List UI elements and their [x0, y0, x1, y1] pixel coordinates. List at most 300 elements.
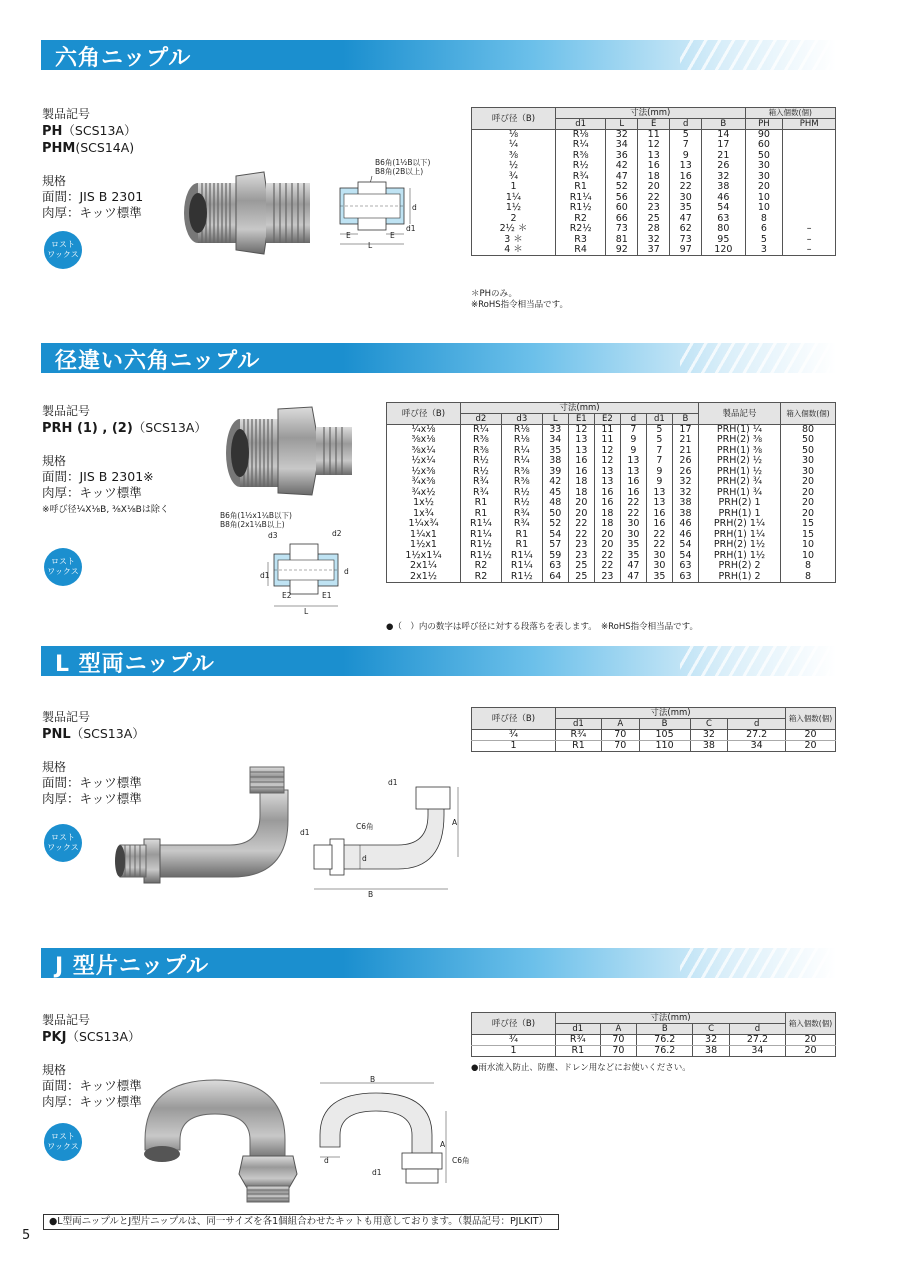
table-cell: 1½ — [472, 203, 556, 214]
table-cell: 38 — [672, 509, 698, 520]
code-label: 製品記号 — [42, 404, 91, 418]
footer-note: ●L型両ニップルとJ型片ニップルは、同一サイズを各1個組合わせたキットも用意しております。（製品記号：PJLKIT） — [43, 1214, 559, 1230]
table-cell: 13 — [620, 456, 646, 467]
table-cell: R¼ — [556, 140, 606, 151]
table-cell: 2x1½ — [387, 572, 461, 583]
svg-text:d: d — [362, 854, 367, 863]
table-cell: ¾x½ — [387, 488, 461, 499]
code-label: 製品記号 — [42, 710, 91, 724]
table-cell: 22 — [594, 551, 620, 562]
table-cell: 20 — [786, 730, 836, 741]
svg-text:C6角: C6角 — [452, 1156, 470, 1165]
table-cell: 11 — [594, 425, 620, 436]
table-cell: 22 — [646, 530, 672, 541]
table-cell: 20 — [781, 488, 836, 499]
table-cell: 20 — [745, 182, 783, 193]
table-cell: 26 — [672, 456, 698, 467]
table-row — [472, 140, 836, 151]
table-cell: 35 — [542, 446, 568, 457]
svg-text:B6角(1½B以下): B6角(1½B以下) — [375, 158, 431, 167]
table-cell: 18 — [568, 477, 594, 488]
table-cell: 8 — [781, 561, 836, 572]
table-cell: 54 — [672, 540, 698, 551]
table-cell: 16 — [620, 477, 646, 488]
table-cell: 38 — [542, 456, 568, 467]
table-cell: 16 — [646, 509, 672, 520]
svg-text:B6角(1½x1¼B以下): B6角(1½x1¼B以下) — [220, 511, 292, 520]
table-cell: 32 — [638, 235, 670, 246]
table-cell: 63 — [672, 561, 698, 572]
table-cell: 22 — [620, 498, 646, 509]
product-code: PH — [42, 124, 63, 139]
table-cell: 8 — [745, 214, 783, 225]
table-cell: 18 — [568, 488, 594, 499]
table-cell: 26 — [672, 467, 698, 478]
table-cell: R⅛ — [501, 435, 542, 446]
table-cell: 21 — [702, 151, 745, 162]
table-cell: 17 — [672, 425, 698, 436]
table-cell: 32 — [606, 130, 638, 141]
table-cell: 10 — [745, 203, 783, 214]
table-cell: 70 — [600, 1046, 637, 1057]
table-cell: 16 — [568, 456, 594, 467]
table-cell: – — [783, 224, 836, 235]
table-cell: 30 — [620, 519, 646, 530]
standard-face: 面間：JIS B 2301 — [42, 189, 144, 204]
table-cell: R1¼ — [501, 551, 542, 562]
table-cell: 95 — [702, 235, 745, 246]
table-cell — [783, 130, 836, 141]
table-cell: R⅜ — [501, 477, 542, 488]
table-cell: 1½x1¼ — [387, 551, 461, 562]
table-cell: 16 — [638, 161, 670, 172]
product-info-prh — [42, 403, 207, 516]
material: （SCS13A） — [62, 123, 137, 138]
prh-dimension-diagram — [218, 510, 358, 620]
table-cell — [783, 161, 836, 172]
table-cell: 1 — [472, 1046, 556, 1057]
svg-text:E2: E2 — [282, 591, 292, 600]
table-cell: R½ — [461, 467, 502, 478]
l-nipple-photo — [110, 765, 300, 895]
table-cell: 54 — [542, 530, 568, 541]
table-cell: 22 — [620, 509, 646, 520]
table-cell: R½ — [501, 498, 542, 509]
table-cell: 30 — [646, 561, 672, 572]
table-cell: PRH(1) 1 — [699, 509, 781, 520]
table-row — [387, 572, 836, 583]
section-banner-prh — [41, 343, 836, 373]
table-cell: 35 — [620, 551, 646, 562]
table-cell: 5 — [670, 130, 702, 141]
svg-text:L: L — [304, 607, 309, 616]
table-cell: 33 — [542, 425, 568, 436]
standard-face: 面間：JIS B 2301※ — [42, 469, 154, 484]
table-cell: 9 — [670, 151, 702, 162]
table-cell: 1¼x¾ — [387, 519, 461, 530]
table-cell: 32 — [672, 477, 698, 488]
table-cell: 37 — [638, 245, 670, 256]
product-code: PKJ — [42, 1030, 67, 1045]
table-cell: 13 — [646, 498, 672, 509]
table-cell: 70 — [601, 741, 639, 752]
table-cell: 16 — [594, 488, 620, 499]
material: （SCS13A） — [66, 1029, 141, 1044]
table-cell — [783, 151, 836, 162]
table-cell: 10 — [781, 540, 836, 551]
table-cell: R3 — [556, 235, 606, 246]
table-cell: R½ — [556, 161, 606, 172]
table-cell: 21 — [672, 446, 698, 457]
table-cell: R¼ — [501, 446, 542, 457]
standard-face: 面間：キッツ標準 — [42, 775, 142, 790]
table-cell: 60 — [606, 203, 638, 214]
table-cell: ¾x⅜ — [387, 477, 461, 488]
code-label: 製品記号 — [42, 1013, 91, 1027]
table-cell: ¾ — [472, 172, 556, 183]
table-row — [472, 741, 836, 752]
table-cell: R1¼ — [461, 530, 502, 541]
table-cell: 15 — [781, 530, 836, 541]
table-cell: R¾ — [501, 509, 542, 520]
table-cell: 10 — [781, 551, 836, 562]
table-cell — [783, 140, 836, 151]
table-cell: PRH(2) 1¼ — [699, 519, 781, 530]
table-row — [387, 498, 836, 509]
table-cell: 52 — [606, 182, 638, 193]
svg-text:E: E — [346, 231, 351, 240]
table-cell: 20 — [786, 1035, 836, 1046]
table-cell: 120 — [702, 245, 745, 256]
svg-text:L: L — [368, 241, 373, 250]
table-cell: 50 — [745, 151, 783, 162]
table-cell: R1 — [556, 182, 606, 193]
standard-label: 規格 — [42, 1063, 67, 1077]
table-cell: 47 — [620, 572, 646, 583]
table-row — [387, 477, 836, 488]
table-cell: R¾ — [556, 730, 602, 741]
svg-text:A: A — [440, 1140, 446, 1149]
table-cell: 16 — [594, 498, 620, 509]
table-cell: 20 — [781, 477, 836, 488]
table-cell: ⅜x⅛ — [387, 435, 461, 446]
table-cell: 12 — [638, 140, 670, 151]
lost-wax-badge: ロスト ワックス — [44, 824, 82, 862]
table-cell — [783, 172, 836, 183]
table-cell: 23 — [638, 203, 670, 214]
table-cell: 1¼ — [472, 193, 556, 204]
table-cell: 46 — [702, 193, 745, 204]
table-cell: 20 — [781, 509, 836, 520]
table-cell: 34 — [728, 741, 786, 752]
table-cell: 30 — [620, 530, 646, 541]
table-cell: 54 — [702, 203, 745, 214]
table-cell: 27.2 — [729, 1035, 785, 1046]
table-cell: R⅜ — [461, 435, 502, 446]
table-cell: 97 — [670, 245, 702, 256]
table-cell: 34 — [729, 1046, 785, 1057]
svg-text:d: d — [412, 203, 417, 212]
table-cell: 32 — [672, 488, 698, 499]
table-cell: 22 — [646, 540, 672, 551]
table-cell: 73 — [606, 224, 638, 235]
table-cell: 35 — [670, 203, 702, 214]
table-cell: 13 — [638, 151, 670, 162]
svg-text:A: A — [452, 818, 458, 827]
table-cell: R4 — [556, 245, 606, 256]
table-row — [472, 1035, 836, 1046]
table-cell: 1¼x1 — [387, 530, 461, 541]
table-cell: R1 — [461, 509, 502, 520]
table-cell: 5 — [646, 435, 672, 446]
table-cell: 105 — [639, 730, 690, 741]
table-cell: 38 — [702, 182, 745, 193]
section-title: L 型両ニップル — [55, 652, 215, 677]
table-cell: R½ — [461, 456, 502, 467]
table-cell: PRH(2) ⅜ — [699, 435, 781, 446]
table-cell: 1 — [472, 741, 556, 752]
table-cell: 32 — [702, 172, 745, 183]
ph-dimension-diagram — [330, 158, 445, 253]
reducing-hex-nipple-photo — [220, 405, 360, 497]
table-cell: 38 — [693, 1046, 730, 1057]
table-cell: ½ — [472, 161, 556, 172]
svg-text:E1: E1 — [322, 591, 332, 600]
lost-wax-badge: ロスト ワックス — [44, 231, 82, 269]
table-cell — [783, 193, 836, 204]
table-cell: 38 — [672, 498, 698, 509]
table-cell: 54 — [672, 551, 698, 562]
table-cell: 59 — [542, 551, 568, 562]
table-cell: R¾ — [501, 519, 542, 530]
table-cell: PRH(2) 2 — [699, 561, 781, 572]
table-cell: R1¼ — [556, 193, 606, 204]
table-cell: – — [783, 245, 836, 256]
svg-text:B8角(2x1¼B以上): B8角(2x1¼B以上) — [220, 520, 285, 529]
table-cell: 45 — [542, 488, 568, 499]
table-cell: PRH(2) 1 — [699, 498, 781, 509]
pkj-dimension-diagram — [306, 1075, 476, 1187]
table-cell: PRH(1) ⅜ — [699, 446, 781, 457]
svg-text:d1: d1 — [260, 571, 270, 580]
table-cell: 92 — [606, 245, 638, 256]
table-cell: 20 — [638, 182, 670, 193]
table-cell: 42 — [606, 161, 638, 172]
svg-text:d1: d1 — [372, 1168, 382, 1177]
svg-text:B: B — [370, 1075, 376, 1084]
table-cell: 20 — [781, 498, 836, 509]
table-cell: 18 — [638, 172, 670, 183]
table-cell: PRH(1) ¾ — [699, 488, 781, 499]
table-cell: 16 — [568, 467, 594, 478]
standard-wall: 肉厚：キッツ標準 — [42, 1094, 142, 1109]
product-code: PRH (1) , (2) — [42, 421, 133, 436]
table-cell: 30 — [745, 161, 783, 172]
table-cell: 9 — [646, 477, 672, 488]
table-cell: 76.2 — [637, 1035, 693, 1046]
table-cell: R¼ — [501, 456, 542, 467]
svg-text:C6角: C6角 — [356, 822, 374, 831]
table-cell: 9 — [620, 435, 646, 446]
section-title: 径違い六角ニップル — [55, 349, 261, 374]
table-cell: 11 — [594, 435, 620, 446]
svg-text:d1: d1 — [388, 778, 398, 787]
table-cell: 2x1¼ — [387, 561, 461, 572]
table-row — [387, 456, 836, 467]
table-cell: R⅜ — [556, 151, 606, 162]
table-cell: R2 — [556, 214, 606, 225]
table-cell: 25 — [638, 214, 670, 225]
table-cell: 56 — [606, 193, 638, 204]
standard-face: 面間：キッツ標準 — [42, 1078, 142, 1093]
table-cell: 18 — [594, 519, 620, 530]
table-cell: 9 — [620, 446, 646, 457]
pnl-dimension-diagram — [298, 775, 468, 900]
table-cell: 20 — [594, 540, 620, 551]
section-banner-pnl — [41, 646, 836, 676]
table-row — [472, 245, 836, 256]
table-row — [387, 435, 836, 446]
svg-text:B: B — [368, 890, 374, 899]
table-cell: 110 — [639, 741, 690, 752]
table-cell: 12 — [594, 456, 620, 467]
table-cell: 36 — [606, 151, 638, 162]
table-cell: R⅛ — [501, 425, 542, 436]
table-cell: 21 — [672, 435, 698, 446]
table-cell: 1x¾ — [387, 509, 461, 520]
table-cell: 70 — [600, 1035, 637, 1046]
table-cell: R⅜ — [501, 467, 542, 478]
table-cell: 63 — [542, 561, 568, 572]
table-cell: R1½ — [461, 551, 502, 562]
table-cell: 1x½ — [387, 498, 461, 509]
table-cell: 10 — [745, 193, 783, 204]
prh-note: ●（ ）内の数字は呼び径に対する段落ちを表します。 ※RoHS指令相当品です。 — [386, 622, 698, 632]
table-row — [387, 561, 836, 572]
section-title: J 型片ニップル — [55, 954, 210, 979]
table-cell: 66 — [606, 214, 638, 225]
table-cell: R⅛ — [556, 130, 606, 141]
table-cell: ½x⅜ — [387, 467, 461, 478]
table-cell: 30 — [781, 456, 836, 467]
table-cell: 47 — [620, 561, 646, 572]
table-cell: 26 — [702, 161, 745, 172]
table-cell: 20 — [786, 741, 836, 752]
code-label: 製品記号 — [42, 107, 91, 121]
table-cell: 73 — [670, 235, 702, 246]
table-cell: 16 — [670, 172, 702, 183]
table-cell: 35 — [646, 572, 672, 583]
ph-notes: ＊PHのみ。 ※RoHS指令相当品です。 — [471, 289, 568, 310]
table-cell: 80 — [781, 425, 836, 436]
table-cell: 5 — [646, 425, 672, 436]
table-cell: R1 — [501, 540, 542, 551]
table-cell: 14 — [702, 130, 745, 141]
table-cell: 3 ＊ — [472, 235, 556, 246]
table-cell: R1½ — [501, 572, 542, 583]
table-cell: R¾ — [556, 1035, 601, 1046]
table-cell: 13 — [594, 477, 620, 488]
table-cell: 47 — [670, 214, 702, 225]
table-row — [472, 182, 836, 193]
table-cell: R1 — [556, 1046, 601, 1057]
material: (SCS14A) — [75, 140, 135, 155]
table-cell: 11 — [638, 130, 670, 141]
table-cell: 22 — [638, 193, 670, 204]
table-cell: 20 — [786, 1046, 836, 1057]
table-cell: 9 — [646, 467, 672, 478]
table-cell: PRH(1) ¼ — [699, 425, 781, 436]
table-cell: R1 — [556, 741, 602, 752]
table-cell: R¾ — [556, 172, 606, 183]
table-cell: ⅜ — [472, 151, 556, 162]
lost-wax-badge: ロスト ワックス — [44, 1123, 82, 1161]
table-cell: 2½ ＊ — [472, 224, 556, 235]
table-cell: 80 — [702, 224, 745, 235]
table-cell: 70 — [601, 730, 639, 741]
product-info-pkj — [42, 1012, 142, 1110]
table-cell: 3 — [745, 245, 783, 256]
table-cell: 32 — [693, 1035, 730, 1046]
table-cell: 35 — [620, 540, 646, 551]
section-banner-pkj — [41, 948, 836, 978]
table-cell: 50 — [542, 509, 568, 520]
table-cell: 30 — [670, 193, 702, 204]
table-cell — [783, 182, 836, 193]
table-cell: 63 — [702, 214, 745, 225]
table-cell: 63 — [672, 572, 698, 583]
table-cell: R1½ — [556, 203, 606, 214]
table-cell: 30 — [781, 467, 836, 478]
table-cell: 15 — [781, 519, 836, 530]
standard-note: ※呼び径¼X⅛B, ⅜X⅛Bは除く — [42, 505, 169, 515]
table-cell: R1¼ — [501, 561, 542, 572]
table-cell: 25 — [568, 572, 594, 583]
section-title: 六角ニップル — [55, 46, 192, 71]
product-info-ph — [42, 106, 143, 221]
table-cell: 23 — [568, 540, 594, 551]
table-cell: 64 — [542, 572, 568, 583]
table-cell: 13 — [620, 467, 646, 478]
table-cell: 13 — [568, 435, 594, 446]
table-cell: 20 — [594, 530, 620, 541]
table-cell: 25 — [568, 561, 594, 572]
table-cell: PRH(1) 1½ — [699, 551, 781, 562]
pkj-note: ●雨水流入防止、防塵、ドレン用などにお使いください。 — [471, 1063, 691, 1073]
page-number: 5 — [22, 1228, 31, 1243]
table-row — [387, 540, 836, 551]
table-cell: R2 — [461, 572, 502, 583]
product-code: PNL — [42, 727, 71, 742]
table-cell: R¾ — [461, 488, 502, 499]
table-cell: 23 — [594, 572, 620, 583]
table-cell: 2 — [472, 214, 556, 225]
table-cell: 22 — [594, 561, 620, 572]
table-cell: 38 — [690, 741, 728, 752]
material: （SCS13A） — [132, 420, 207, 435]
table-cell: 30 — [646, 551, 672, 562]
table-cell: 47 — [606, 172, 638, 183]
table-cell: 48 — [542, 498, 568, 509]
table-cell: 8 — [781, 572, 836, 583]
table-cell: 34 — [542, 435, 568, 446]
table-cell: 28 — [638, 224, 670, 235]
table-row — [472, 203, 836, 214]
svg-text:d1: d1 — [300, 828, 310, 837]
standard-label: 規格 — [42, 174, 67, 188]
svg-text:d: d — [324, 1156, 329, 1165]
standard-wall: 肉厚：キッツ標準 — [42, 485, 142, 500]
